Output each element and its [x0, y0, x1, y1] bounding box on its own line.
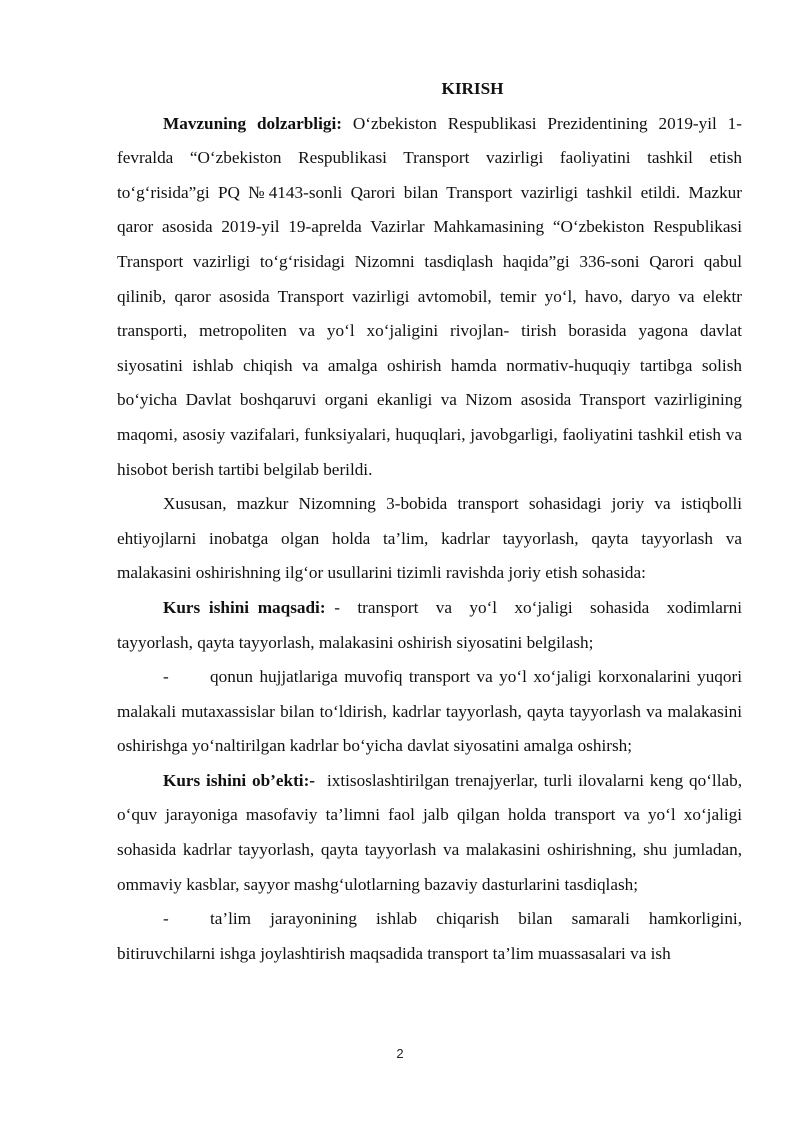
page-number: 2 [396, 1046, 404, 1061]
paragraph-regulation: Xususan, mazkur Nizomning 3-bobida transport sohasidagi joriy va istiqbolli ehtiyojlarni inobatga olgan holda ta’lim, kadrlar tayyorlash, qayta tayyorlash va malakasini oshirishning ilg‘or usullarini tizimli ravishda joriy etish sohasida: [117, 494, 742, 583]
object-list-text: ta’lim jarayonining ishlab chiqarish bilan samarali hamkorligini, bitiruvchilarni ishga joylashtirish maqsadida transport ta’lim muassasalari va ish [117, 909, 742, 963]
goal-list-dash: - [163, 667, 169, 687]
paragraph-goal [117, 591, 747, 660]
relevance-text: O‘zbekiston Respublikasi Prezidentining 2019-yil 1-fevralda “O‘zbekiston Respublikasi Transport vazirligi faoliyatini tashkil etish to‘g‘risida”gi PQ №4143-sonli Qarori bilan Transport vazirligi tashkil etildi. Mazkur qaror asosida 2019-yil 19-aprelda Vazirlar Mahkamasining “O‘zbekiston Respublikasi Transport vazirligi to‘g‘risidagi Nizomni tasdiqlash haqida”gi 336-soni Qarori qabul qilinib, qaror asosida Transport vazirligi avtomobil, temir yo‘l, havo, daryo va elektr transporti, metropoliten va yo‘l xo‘jaligini rivojlan- tirish borasida yagona davlat siyosatini ishlab chiqish va amalga oshirish hamda normativ-huquqiy tartibga solish bo‘yicha Davlat boshqaruvi organi ekanligi va Nizom asosida Transport vazirligining maqomi, asosiy vazifalari, funksiyalari, huquqlari, javobgarligi, faoliyatini tashkil etish va hisobot berish tartibi belgilab berildi. [117, 113, 742, 479]
goal-label: Kurs ishini maqsadi: [163, 597, 326, 617]
goal-text: - transport va yo‘l xo‘jaligi sohasida xodimlarni tayyorlash, qayta tayyorlash, malakasini oshirish siyosatini belgilash; [117, 597, 747, 652]
paragraph-object [117, 764, 742, 902]
document-body [117, 72, 747, 971]
page-title: KIRISH [441, 79, 504, 98]
object-label: Kurs ishini ob’ekti:- [163, 770, 316, 790]
object-list-item [117, 902, 742, 971]
relevance-label: Mavzuning dolzarbligi: [163, 113, 342, 133]
paragraph-relevance [117, 107, 742, 488]
goal-list-item [117, 660, 742, 764]
object-list-dash: - [163, 909, 169, 929]
goal-list-text: qonun hujjatlariga muvofiq transport va yo‘l xo‘jaligi korxonalarini yuqori malakali mutaxassislar bilan to‘ldirish, kadrlar tayyorlash, qayta tayyorlash va malakasini oshirishga yo‘naltirilgan kadrlar bo‘yicha davlat siyosatini amalga oshirsh; [117, 667, 742, 756]
object-text: ixtisoslashtirilgan trenajyerlar, turli ilovalarni keng qo‘llab, o‘quv jarayoniga masofaviy ta’limni faol jalb qilgan holda transport va yo‘l xo‘jaligi sohasida kadrlar tayyorlash, qayta tayyorlash va malakasini oshirishning, shu jumladan, ommaviy kasblar, sayyor mashg‘ulotlarning bazaviy dasturlarini tasdiqlash; [117, 770, 742, 894]
